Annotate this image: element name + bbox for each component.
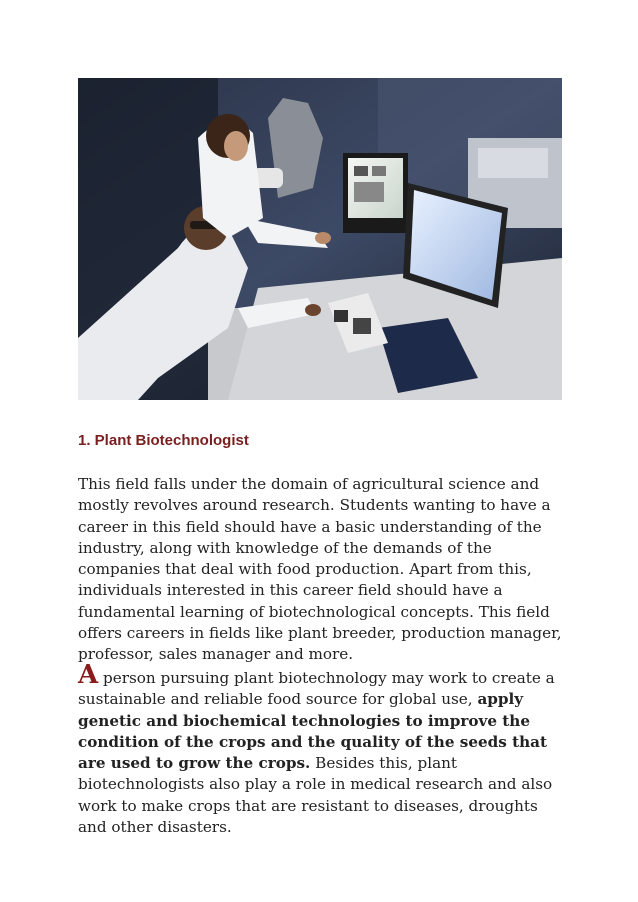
drop-cap: A [78,660,99,690]
lab-photo [78,78,562,400]
section-heading: 1. Plant Biotechnologist [78,432,249,449]
intro-paragraph: This field falls under the domain of agricultural science and mostly revolves around research. Students wanting to have a career in this field should have a basic understanding of the industry, along with knowledge of the demands of the companies that deal with food production. Apart from this, individuals interested in this career field should have a fundamental learning of biotechnological concepts. This field offers careers in fields like plant breeder, production manager, professor, sales manager and more. [78,475,562,664]
detail-paragraph [78,662,562,838]
detail-text-after: Besides this, plant biotechnologists also play a role in medical research and also work to make crops that are resistant to diseases, droughts and other disasters. [78,754,553,837]
detail-text-before: person pursuing plant biotechnology may work to create a sustainable and reliable food source for global use, [78,669,555,709]
detail-bold-text: apply genetic and biochemical technologies to improve the condition of the crops and the quality of the seeds that are used to grow the crops. [78,690,548,773]
